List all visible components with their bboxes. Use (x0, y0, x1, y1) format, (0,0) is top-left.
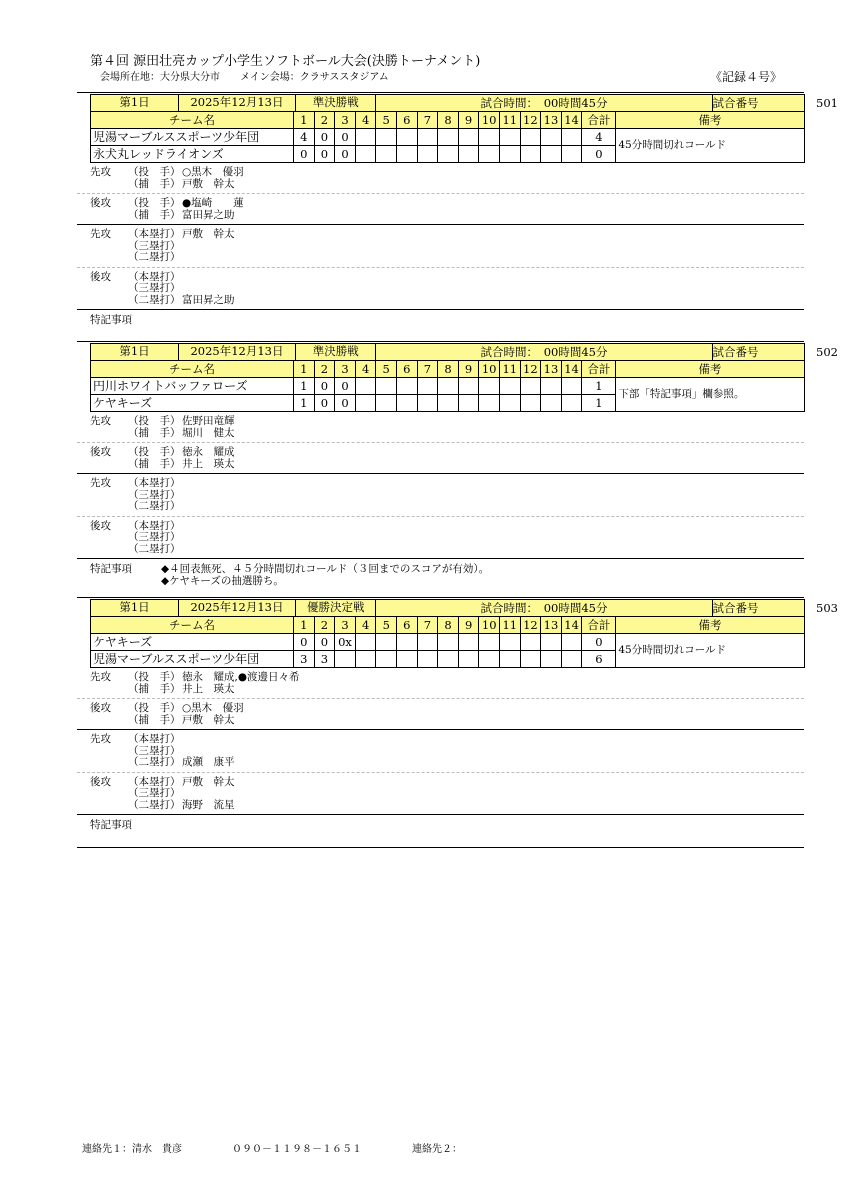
first-label: 先攻 (90, 477, 111, 489)
game-info-row (91, 344, 805, 361)
inning-header-1: 1 (294, 112, 315, 129)
inning-score: 3 (294, 651, 315, 668)
inning-header-10: 10 (479, 617, 500, 634)
game-time: 00時間45分 (543, 600, 608, 615)
inning-header-11: 11 (499, 361, 520, 378)
contact1-name: 清水 貴彦 (132, 1144, 182, 1155)
pitcher-label: （投 手） (128, 415, 181, 427)
first-pitcher: 徳永 耀成,●渡邊日々希 (182, 671, 300, 683)
team-name: ケヤキーズ (91, 395, 294, 412)
match-no-label: 試合番号 (712, 600, 759, 615)
inning-header-9: 9 (458, 361, 479, 378)
inning-score (355, 378, 376, 395)
match-number: 501 (816, 95, 838, 110)
inning-score: 0 (314, 378, 335, 395)
game-time: 00時間45分 (543, 95, 608, 110)
inning-score (438, 378, 459, 395)
inning-header-2: 2 (314, 617, 335, 634)
team-header: チーム名 (91, 617, 294, 634)
hr-label: （本塁打） (128, 270, 181, 283)
inning-score: 0 (335, 395, 356, 412)
second-pitcher: ○黒木 優羽 (182, 702, 244, 714)
team-score-row (91, 634, 805, 651)
game-time: 00時間45分 (543, 344, 608, 359)
inning-header-2: 2 (314, 112, 335, 129)
inning-header-13: 13 (541, 617, 562, 634)
pitcher-label: （投 手） (128, 197, 181, 209)
inning-score (376, 651, 397, 668)
catcher-label: （捕 手） (128, 457, 181, 470)
inning-header-13: 13 (541, 361, 562, 378)
scoreboard-table (90, 599, 838, 668)
inning-score (397, 651, 418, 668)
triple-label: （三塁打） (128, 239, 181, 252)
time-label: 試合時間： (480, 95, 533, 110)
inning-header-13: 13 (541, 112, 562, 129)
team-header: チーム名 (91, 112, 294, 129)
double-label: （二塁打） (128, 542, 181, 555)
inning-score (458, 146, 479, 163)
inning-score: 0 (314, 634, 335, 651)
second-label: 後攻 (90, 519, 111, 532)
inning-header-12: 12 (520, 112, 541, 129)
inning-score (541, 651, 562, 668)
catcher-label: （捕 手） (128, 208, 181, 221)
special-label: 特記事項 (90, 563, 132, 575)
inning-header-10: 10 (479, 112, 500, 129)
inning-score: 4 (294, 129, 315, 146)
inning-score: 3 (314, 651, 335, 668)
second-catcher: 富田昇之助 (182, 208, 235, 221)
team-total: 0 (582, 634, 616, 651)
inning-header-4: 4 (355, 617, 376, 634)
inning-score (458, 129, 479, 146)
battery-first (77, 163, 804, 193)
inning-score (499, 395, 520, 412)
battery-second (77, 698, 804, 729)
contact1-label: 連絡先１： (82, 1144, 132, 1155)
second-pitcher: ●塩崎 蓮 (182, 197, 244, 209)
inning-header-14: 14 (561, 361, 582, 378)
pitcher-label: （投 手） (128, 446, 181, 458)
inning-score (520, 378, 541, 395)
first-hr: 戸敷 幹太 (182, 228, 235, 240)
inning-score (417, 651, 438, 668)
catcher-label: （捕 手） (128, 426, 181, 439)
time-label: 試合時間： (480, 600, 533, 615)
triple-label: （三塁打） (128, 488, 181, 501)
inning-header-3: 3 (335, 617, 356, 634)
inning-score (520, 129, 541, 146)
team-name: ケヤキーズ (91, 634, 294, 651)
team-name: 児湯マーブルススポーツ少年団 (91, 651, 294, 668)
inning-score: 0 (335, 378, 356, 395)
inning-score (417, 129, 438, 146)
inning-header-6: 6 (397, 361, 418, 378)
inning-header-11: 11 (500, 617, 521, 634)
inning-header-3: 3 (335, 361, 356, 378)
special-note: ◆ケヤキーズの抽選勝ち。 (161, 575, 284, 587)
double-label: （二塁打） (128, 251, 181, 263)
inning-header-4: 4 (355, 361, 376, 378)
team-name: 永犬丸レッドライオンズ (91, 146, 294, 163)
match-number: 502 (816, 344, 838, 359)
inning-score (438, 146, 459, 163)
second-label: 後攻 (90, 446, 111, 458)
second-catcher: 戸敷 幹太 (182, 713, 235, 726)
double-label: （二塁打） (128, 798, 181, 811)
battery-second (77, 442, 804, 473)
inning-header-7: 7 (417, 617, 438, 634)
catcher-label: （捕 手） (128, 713, 181, 726)
contact2-label: 連絡先２： (412, 1144, 462, 1155)
second-label: 後攻 (90, 270, 111, 283)
hits-first (77, 473, 804, 516)
hits-first (77, 224, 804, 267)
team-name: 円川ホワイトバッファローズ (91, 378, 294, 395)
game-day: 第1日 (91, 600, 179, 616)
game-record-502 (77, 341, 838, 591)
inning-score (500, 634, 521, 651)
first-pitcher: ○黒木 優羽 (182, 166, 244, 178)
hits-second (77, 516, 804, 559)
inning-header-8: 8 (438, 112, 459, 129)
total-header: 合計 (582, 361, 616, 378)
team-total: 6 (582, 651, 616, 668)
inning-header-9: 9 (458, 112, 479, 129)
inning-header-14: 14 (561, 617, 582, 634)
first-label: 先攻 (90, 733, 111, 745)
inning-score (376, 378, 397, 395)
pitcher-label: （投 手） (128, 166, 181, 178)
inning-score (541, 378, 562, 395)
inning-score (458, 378, 479, 395)
inning-score (479, 146, 500, 163)
scoreboard-table (90, 94, 838, 163)
team-score-row (91, 378, 805, 395)
special-note: ◆４回表無死、４５分時間切れコールド（３回までのスコアが有効）。 (161, 563, 490, 575)
game-record-503 (77, 597, 838, 835)
team-score-row (91, 129, 805, 146)
inning-score (499, 378, 520, 395)
inning-header-14: 14 (561, 112, 582, 129)
game-info-row (91, 600, 805, 617)
inning-score: 0x (335, 634, 356, 651)
hr-label: （本塁打） (128, 477, 181, 489)
hr-label: （本塁打） (128, 775, 181, 788)
inning-header-9: 9 (458, 617, 479, 634)
notes-header: 備考 (616, 617, 804, 634)
inning-score (355, 146, 376, 163)
inning-score (438, 634, 459, 651)
inning-score (417, 634, 438, 651)
triple-label: （三塁打） (128, 531, 181, 543)
block-separator (77, 341, 804, 342)
special-label: 特記事項 (90, 819, 132, 831)
inning-score: 0 (314, 146, 335, 163)
special-notes (77, 558, 804, 591)
match-no-label: 試合番号 (712, 344, 759, 359)
game-round: 準決勝戦 (312, 344, 359, 358)
game-day: 第1日 (91, 95, 179, 111)
inning-score (541, 634, 562, 651)
inning-header-12: 12 (520, 361, 541, 378)
match-number: 503 (816, 600, 838, 615)
time-label: 試合時間： (480, 344, 533, 359)
triple-label: （三塁打） (128, 787, 181, 799)
special-notes (77, 309, 804, 330)
first-label: 先攻 (90, 671, 111, 683)
end-separator (77, 847, 804, 848)
inning-header-5: 5 (376, 361, 397, 378)
inning-score (561, 129, 582, 146)
scoreboard-header-row (91, 112, 805, 129)
double-label: （二塁打） (128, 293, 181, 306)
game-record-501 (77, 92, 838, 330)
inning-header-7: 7 (417, 112, 438, 129)
inning-header-5: 5 (376, 617, 397, 634)
inning-score (541, 129, 562, 146)
double-label: （二塁打） (128, 500, 181, 512)
inning-score (479, 651, 500, 668)
team-name: 児湯マーブルススポーツ少年団 (91, 129, 294, 146)
footer-contacts (82, 1140, 462, 1155)
inning-score (561, 651, 582, 668)
inning-score (479, 129, 500, 146)
inning-score: 0 (314, 395, 335, 412)
inning-header-6: 6 (397, 112, 418, 129)
inning-score (417, 395, 438, 412)
inning-header-1: 1 (294, 617, 315, 634)
inning-score (520, 146, 541, 163)
inning-score (417, 146, 438, 163)
game-note: 45分時間切れコールド (616, 129, 804, 163)
inning-score (520, 395, 541, 412)
block-separator (77, 92, 804, 93)
scoreboard-table (90, 343, 838, 412)
second-label: 後攻 (90, 702, 111, 714)
inning-score: 1 (294, 395, 315, 412)
inning-header-3: 3 (335, 112, 356, 129)
inning-score (438, 395, 459, 412)
inning-header-6: 6 (397, 617, 418, 634)
inning-score: 0 (335, 129, 356, 146)
inning-score (479, 395, 500, 412)
inning-score (376, 146, 397, 163)
inning-score (500, 651, 521, 668)
team-total: 1 (582, 395, 616, 412)
game-round: 優勝決定戦 (306, 600, 365, 614)
team-total: 1 (582, 378, 616, 395)
inning-score (479, 634, 500, 651)
second-pitcher: 徳永 耀成 (182, 446, 235, 458)
inning-header-12: 12 (520, 617, 541, 634)
inning-header-5: 5 (376, 112, 397, 129)
inning-score (376, 129, 397, 146)
special-label: 特記事項 (90, 314, 132, 326)
inning-score (541, 146, 562, 163)
first-pitcher: 佐野田竜輝 (182, 415, 235, 427)
second-hr: 戸敷 幹太 (182, 775, 235, 788)
first-double: 成瀬 康平 (182, 756, 235, 768)
inning-score: 0 (294, 634, 315, 651)
first-label: 先攻 (90, 228, 111, 240)
scoreboard-header-row (91, 617, 805, 634)
record-number: 《記録４号》 (709, 70, 782, 84)
game-info-row (91, 95, 805, 112)
inning-score (397, 378, 418, 395)
first-label: 先攻 (90, 166, 111, 178)
hits-second (77, 267, 804, 310)
scoreboard-header-row (91, 361, 805, 378)
inning-score (561, 146, 582, 163)
inning-header-4: 4 (355, 112, 376, 129)
game-note: 45分時間切れコールド (616, 634, 804, 668)
hr-label: （本塁打） (128, 733, 181, 745)
game-day: 第1日 (91, 344, 179, 360)
second-label: 後攻 (90, 775, 111, 788)
second-double: 富田昇之助 (182, 293, 235, 306)
inning-header-10: 10 (479, 361, 500, 378)
inning-score (397, 395, 418, 412)
game-round: 準決勝戦 (312, 95, 359, 109)
page-title: 第４回 源田壮亮カップ小学生ソフトボール大会(決勝トーナメント) (90, 54, 481, 69)
second-label: 後攻 (90, 197, 111, 209)
block-separator (77, 597, 804, 598)
team-total: 0 (582, 146, 616, 163)
inning-score (458, 395, 479, 412)
inning-score (417, 378, 438, 395)
inning-score (376, 634, 397, 651)
inning-score (458, 634, 479, 651)
inning-header-8: 8 (438, 361, 459, 378)
inning-score (355, 395, 376, 412)
inning-header-8: 8 (438, 617, 459, 634)
inning-score: 1 (294, 378, 315, 395)
match-no-label: 試合番号 (712, 95, 759, 110)
inning-score (355, 129, 376, 146)
hr-label: （本塁打） (128, 228, 181, 240)
first-catcher: 堀川 健太 (182, 426, 235, 439)
inning-score (355, 651, 376, 668)
team-total: 4 (582, 129, 616, 146)
second-double: 海野 流星 (182, 798, 235, 811)
contact1-phone: ０９０－１１９８－１６５１ (232, 1144, 362, 1155)
inning-score (561, 395, 582, 412)
game-note: 下部「特記事項」欄参照。 (616, 378, 804, 412)
inning-header-2: 2 (314, 361, 335, 378)
triple-label: （三塁打） (128, 744, 181, 757)
notes-header: 備考 (616, 361, 804, 378)
inning-score (397, 129, 418, 146)
first-catcher: 井上 瑛太 (182, 682, 235, 695)
hits-first (77, 729, 804, 772)
inning-score: 0 (314, 129, 335, 146)
inning-score (561, 378, 582, 395)
second-catcher: 井上 瑛太 (182, 457, 235, 470)
pitcher-label: （投 手） (128, 671, 181, 683)
hr-label: （本塁打） (128, 519, 181, 532)
inning-score (499, 129, 520, 146)
inning-score (397, 146, 418, 163)
inning-score (520, 651, 541, 668)
inning-score (335, 651, 356, 668)
inning-score: 0 (294, 146, 315, 163)
inning-score (376, 395, 397, 412)
inning-header-11: 11 (499, 112, 520, 129)
catcher-label: （捕 手） (128, 682, 181, 695)
inning-score: 0 (335, 146, 356, 163)
total-header: 合計 (582, 112, 616, 129)
team-header: チーム名 (91, 361, 294, 378)
inning-score (438, 651, 459, 668)
inning-score (499, 146, 520, 163)
battery-first (77, 668, 804, 698)
inning-score (520, 634, 541, 651)
pitcher-label: （投 手） (128, 702, 181, 714)
total-header: 合計 (582, 617, 616, 634)
inning-score (561, 634, 582, 651)
triple-label: （三塁打） (128, 282, 181, 294)
inning-score (355, 634, 376, 651)
hits-second (77, 772, 804, 815)
game-date: 2025年12月13日 (179, 344, 296, 360)
special-notes (77, 814, 804, 835)
inning-score (438, 129, 459, 146)
inning-score (397, 634, 418, 651)
notes-header: 備考 (616, 112, 804, 129)
battery-second (77, 193, 804, 224)
double-label: （二塁打） (128, 756, 181, 768)
game-date: 2025年12月13日 (179, 95, 296, 111)
inning-score (458, 651, 479, 668)
inning-score (479, 378, 500, 395)
battery-first (77, 412, 804, 442)
inning-header-1: 1 (294, 361, 315, 378)
first-label: 先攻 (90, 415, 111, 427)
venue-line: 会場所在地：大分県大分市 メイン会場：クラサススタジアム (100, 72, 389, 83)
inning-header-7: 7 (417, 361, 438, 378)
first-catcher: 戸敷 幹太 (182, 177, 235, 190)
catcher-label: （捕 手） (128, 177, 181, 190)
inning-score (541, 395, 562, 412)
game-date: 2025年12月13日 (179, 600, 296, 616)
